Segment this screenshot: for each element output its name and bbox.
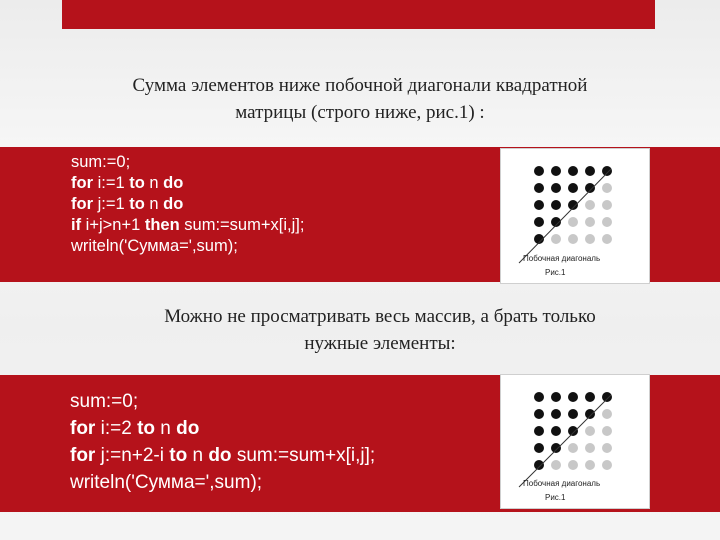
matrix-dot bbox=[534, 200, 544, 210]
matrix-dot bbox=[551, 234, 561, 244]
matrix-dot bbox=[551, 166, 561, 176]
matrix-dot bbox=[602, 200, 612, 210]
code-line: writeln('Сумма=',sum); bbox=[70, 472, 263, 493]
matrix-dot bbox=[551, 409, 561, 419]
middle-text-line-1: Можно не просматривать весь массив, а брать только bbox=[164, 306, 596, 327]
matrix-dot bbox=[585, 166, 595, 176]
matrix-dot bbox=[534, 392, 544, 402]
matrix-dot bbox=[568, 183, 578, 193]
code-block-2 bbox=[70, 388, 375, 496]
matrix-dot bbox=[534, 460, 544, 470]
matrix-dot bbox=[568, 166, 578, 176]
slide-title bbox=[60, 72, 660, 126]
diagonal-label: Побочная диагональ bbox=[523, 479, 601, 488]
figure-caption: Рис.1 bbox=[545, 493, 566, 502]
matrix-dot bbox=[585, 426, 595, 436]
matrix-dot bbox=[568, 392, 578, 402]
matrix-dot bbox=[602, 426, 612, 436]
code-line: for j:=1 to n do bbox=[71, 195, 184, 213]
slide-title-line-1: Сумма элементов ниже побочной диагонали квадратной bbox=[132, 75, 588, 96]
matrix-dot bbox=[585, 183, 595, 193]
middle-text-line-2: нужные элементы: bbox=[304, 333, 456, 354]
matrix-dot bbox=[602, 166, 612, 176]
middle-text bbox=[60, 303, 700, 357]
code-line: if i+j>n+1 then sum:=sum+x[i,j]; bbox=[71, 216, 305, 234]
anti-diagonal-line bbox=[519, 169, 611, 263]
matrix-dot bbox=[585, 409, 595, 419]
matrix-diagram bbox=[501, 375, 649, 508]
matrix-dot bbox=[602, 443, 612, 453]
matrix-dot bbox=[551, 183, 561, 193]
matrix-figure-2 bbox=[500, 374, 650, 509]
code-block-1 bbox=[71, 152, 304, 257]
matrix-dot bbox=[534, 443, 544, 453]
code-line: for i:=2 to n do bbox=[70, 418, 200, 439]
code-line: writeln('Сумма=',sum); bbox=[71, 237, 238, 255]
matrix-dot bbox=[534, 217, 544, 227]
matrix-dot bbox=[602, 409, 612, 419]
anti-diagonal-line bbox=[519, 395, 611, 487]
matrix-dot bbox=[551, 460, 561, 470]
matrix-dot bbox=[534, 183, 544, 193]
code-line: sum:=0; bbox=[71, 153, 131, 171]
matrix-figure-1 bbox=[500, 148, 650, 284]
matrix-dot bbox=[551, 392, 561, 402]
top-accent-bar bbox=[62, 0, 655, 29]
matrix-dot bbox=[551, 443, 561, 453]
matrix-dot bbox=[551, 426, 561, 436]
matrix-dot bbox=[585, 200, 595, 210]
matrix-dot bbox=[551, 200, 561, 210]
code-line: sum:=0; bbox=[70, 391, 139, 412]
matrix-dot bbox=[534, 409, 544, 419]
matrix-dot bbox=[585, 217, 595, 227]
code-line: for j:=n+2-i to n do sum:=sum+x[i,j]; bbox=[70, 445, 376, 466]
matrix-diagram bbox=[501, 149, 649, 283]
matrix-dot bbox=[602, 460, 612, 470]
matrix-dot bbox=[602, 217, 612, 227]
matrix-dot bbox=[568, 217, 578, 227]
slide-title-line-2: матрицы (строго ниже, рис.1) : bbox=[235, 102, 485, 123]
diagonal-label: Побочная диагональ bbox=[523, 254, 601, 263]
matrix-dot bbox=[568, 426, 578, 436]
matrix-dot bbox=[585, 460, 595, 470]
matrix-dot bbox=[568, 460, 578, 470]
code-line: for i:=1 to n do bbox=[71, 174, 184, 192]
matrix-dot bbox=[585, 443, 595, 453]
matrix-dot bbox=[534, 426, 544, 436]
matrix-dot bbox=[602, 183, 612, 193]
figure-caption: Рис.1 bbox=[545, 268, 566, 277]
matrix-dot bbox=[534, 166, 544, 176]
matrix-dot bbox=[568, 409, 578, 419]
matrix-dot bbox=[568, 234, 578, 244]
matrix-dot bbox=[602, 234, 612, 244]
matrix-dot bbox=[568, 443, 578, 453]
matrix-dot bbox=[585, 234, 595, 244]
matrix-dot bbox=[602, 392, 612, 402]
matrix-dot bbox=[585, 392, 595, 402]
